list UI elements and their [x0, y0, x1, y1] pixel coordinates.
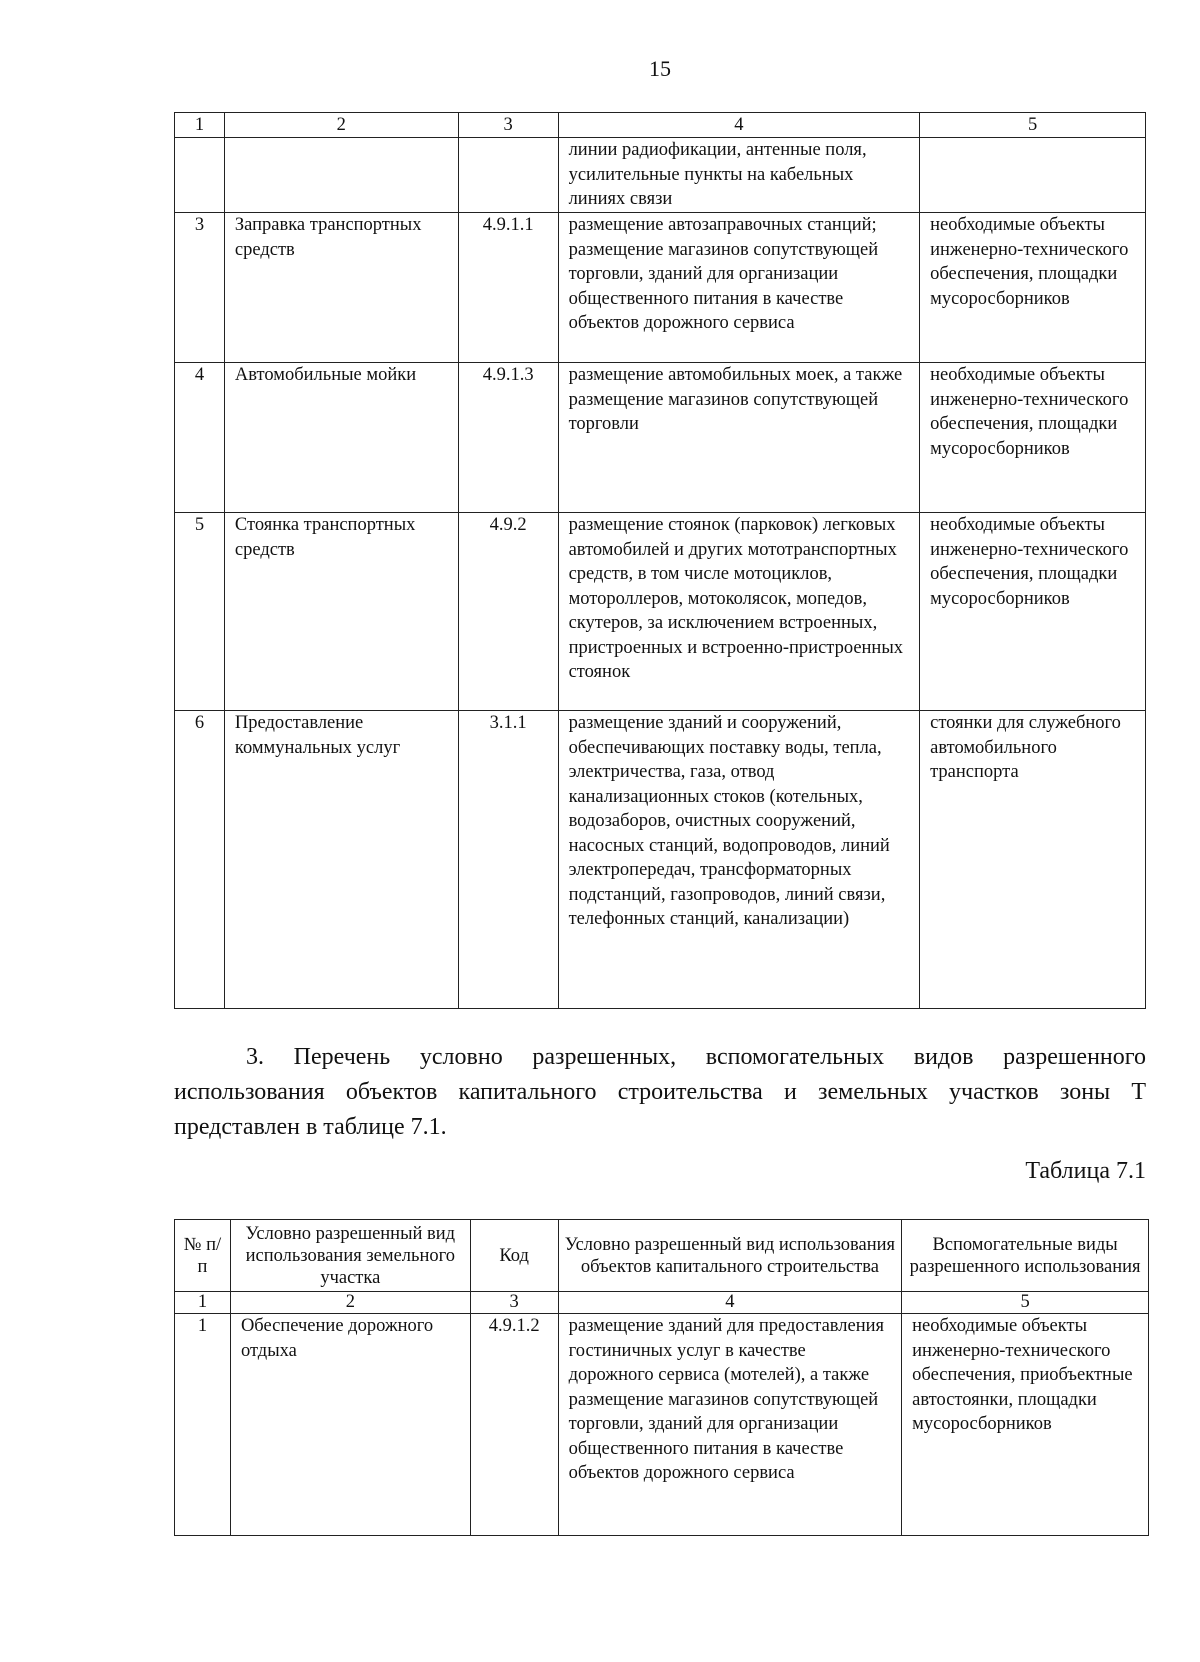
- header-cell: Вспомогательные виды разрешенного использования: [902, 1220, 1149, 1292]
- row-number: 5: [175, 513, 225, 711]
- auxiliary-uses: необходимые объекты инженерно-технического обеспечения, площадки мусоросборников: [920, 513, 1146, 711]
- column-number: 2: [224, 113, 458, 138]
- column-number: 5: [920, 113, 1146, 138]
- table-row: [175, 213, 1146, 363]
- table-row: [175, 138, 1146, 213]
- use-code: 4.9.1.1: [458, 213, 558, 363]
- auxiliary-uses: необходимые объекты инженерно-технического обеспечения, площадки мусоросборников: [920, 213, 1146, 363]
- header-cell: № п/п: [175, 1220, 231, 1292]
- header-cell: Условно разрешенный вид использования объектов капитального строительства: [558, 1220, 902, 1292]
- section-paragraph: 3. Перечень условно разрешенных, вспомогательных видов разрешенного использования объектов капитального строительства и земельных участков зоны Т представлен в таблице 7.1.: [174, 1044, 1146, 1140]
- column-number: 4: [558, 113, 920, 138]
- construction-use-description: размещение стоянок (парковок) легковых автомобилей и других мототранспортных средств, в том числе мотоциклов, мотороллеров, мотоколясок, мопедов, скутеров, за исключением встроенных, пристроенных и встроенно-пристроенных стоянок: [558, 513, 920, 711]
- page-number: 15: [649, 56, 671, 81]
- use-code: [458, 138, 558, 213]
- column-number: 3: [458, 113, 558, 138]
- construction-use-description: размещение автозаправочных станций; размещение магазинов сопутствующей торговли, зданий для организации общественного питания в качестве объектов дорожного сервиса: [558, 213, 920, 363]
- column-number: 3: [470, 1292, 558, 1314]
- column-number: 5: [902, 1292, 1149, 1314]
- use-code: 3.1.1: [458, 711, 558, 1009]
- auxiliary-uses: стоянки для служебного автомобильного транспорта: [920, 711, 1146, 1009]
- header-cell: Условно разрешенный вид использования земельного участка: [230, 1220, 470, 1292]
- table-header-row: [175, 1220, 1149, 1292]
- table-row: [175, 1314, 1149, 1536]
- column-number: 4: [558, 1292, 902, 1314]
- land-use-table-continued: [174, 112, 1146, 1009]
- table-row: [175, 513, 1146, 711]
- auxiliary-uses: необходимые объекты инженерно-технического обеспечения, приобъектные автостоянки, площадки мусоросборников: [902, 1314, 1149, 1536]
- table-row: [175, 711, 1146, 1009]
- column-number-row: [175, 1292, 1149, 1314]
- table-row: [175, 363, 1146, 513]
- use-code: 4.9.2: [458, 513, 558, 711]
- land-use-name: Стоянка транспортных средств: [224, 513, 458, 711]
- use-code: 4.9.1.3: [458, 363, 558, 513]
- conditional-use-table: [174, 1219, 1149, 1536]
- land-use-name: [224, 138, 458, 213]
- auxiliary-uses: необходимые объекты инженерно-технического обеспечения, площадки мусоросборников: [920, 363, 1146, 513]
- land-use-name: Заправка транспортных средств: [224, 213, 458, 363]
- row-number: 4: [175, 363, 225, 513]
- column-number: 2: [230, 1292, 470, 1314]
- row-number: 1: [175, 1314, 231, 1536]
- table-caption: Таблица 7.1: [1025, 1158, 1146, 1184]
- use-code: 4.9.1.2: [470, 1314, 558, 1536]
- auxiliary-uses: [920, 138, 1146, 213]
- row-number: 3: [175, 213, 225, 363]
- column-number-row: [175, 113, 1146, 138]
- construction-use-description: линии радиофикации, антенные поля, усилительные пункты на кабельных линиях связи: [558, 138, 920, 213]
- land-use-name: Обеспечение дорожного отдыха: [230, 1314, 470, 1536]
- construction-use-description: размещение автомобильных моек, а также размещение магазинов сопутствующей торговли: [558, 363, 920, 513]
- header-cell: Код: [470, 1220, 558, 1292]
- row-number: 6: [175, 711, 225, 1009]
- column-number: 1: [175, 113, 225, 138]
- column-number: 1: [175, 1292, 231, 1314]
- construction-use-description: размещение зданий для предоставления гостиничных услуг в качестве дорожного сервиса (мотелей), а также размещение магазинов сопутствующей торговли, зданий для организации общественного питания в качестве объектов дорожного сервиса: [558, 1314, 902, 1536]
- land-use-name: Автомобильные мойки: [224, 363, 458, 513]
- row-number: [175, 138, 225, 213]
- land-use-name: Предоставление коммунальных услуг: [224, 711, 458, 1009]
- construction-use-description: размещение зданий и сооружений, обеспечивающих поставку воды, тепла, электричества, газа, отвод канализационных стоков (котельных, водозаборов, очистных сооружений, насосных станций, водопроводов, линий электропередач, трансформаторных подстанций, газопроводов, линий связи, телефонных станций, канализации): [558, 711, 920, 1009]
